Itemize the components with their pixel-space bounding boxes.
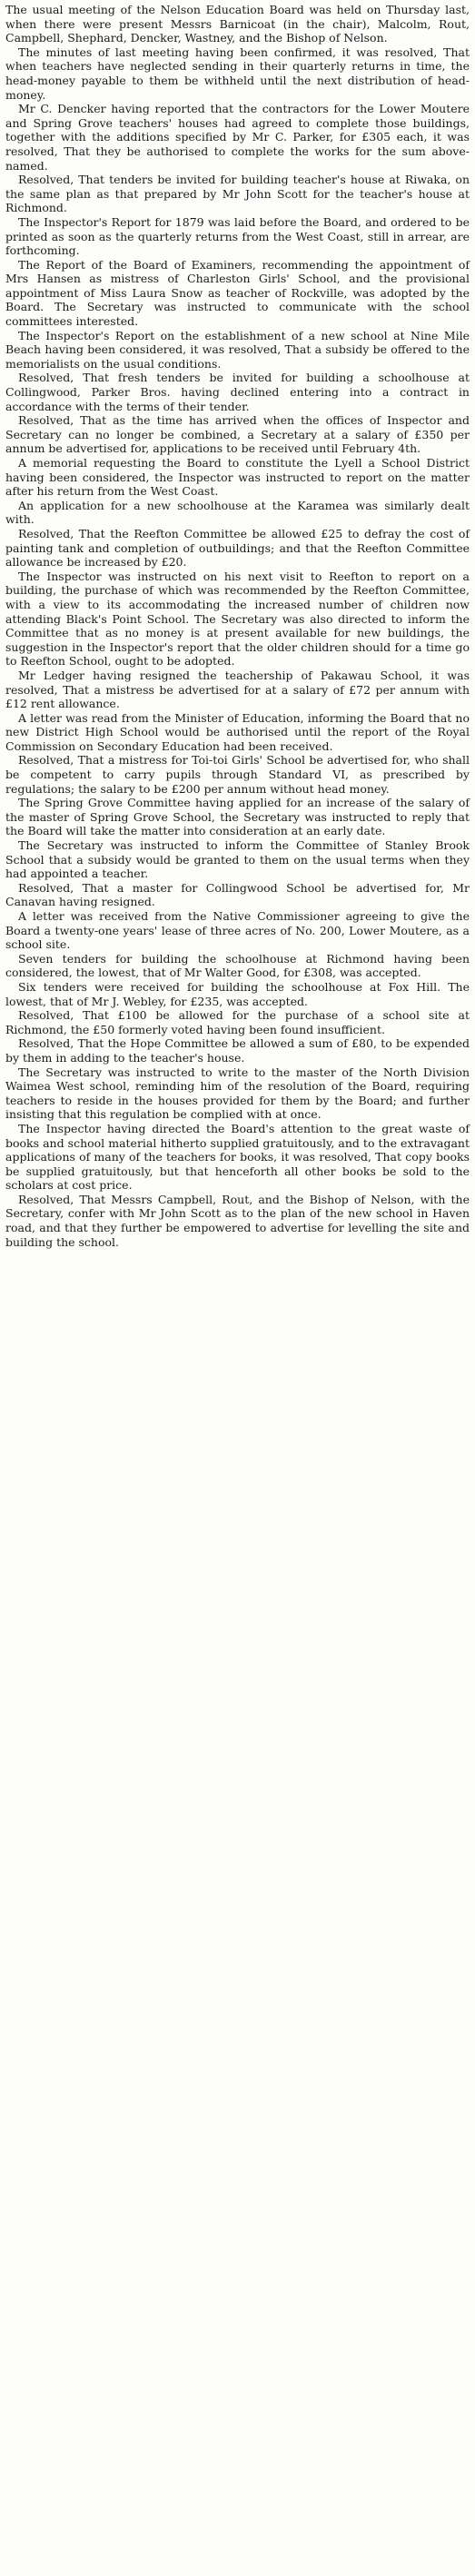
article-paragraph: The Inspector was instructed on his next visit to Reefton to report on a building, the purchase of which was recommended by the Reefton Committee, with a view to its accommodating the increased number of children now attending Black's Point School. The Secretary was also directed to inform the Committee that as no money is at present available for new buildings, the suggestion in the Inspector's report that the older children should for a time go to Reefton School, ought to be adopted. — [5, 569, 470, 669]
article-paragraph: The Spring Grove Committee having applied for an increase of the salary of the master of Spring Grove School, the Secretary was instructed to reply that the Board will take the matter into consideration at an early date. — [5, 796, 470, 838]
article-paragraph: The Inspector having directed the Board's attention to the great waste of books and school material hitherto supplied gratuitously, and to the extravagant applications of many of the teachers for books, it was resolved, That copy books be supplied gratuitously, but that henceforth all other books be sold to the scholars at cost price. — [5, 1121, 470, 1193]
article-paragraph: The Secretary was instructed to inform the Committee of Stanley Brook School that a subsidy would be granted to them on the usual terms when they had appointed a teacher. — [5, 838, 470, 881]
article-paragraph: Resolved, That a mistress for Toi-toi Girls' School be advertised for, who shall be competent to carry pupils through Standard VI, as prescribed by regulations; the salary to be £200 per annum without head money. — [5, 753, 470, 796]
article-paragraph: Resolved, That the Reefton Committee be allowed £25 to defray the cost of painting tank and completion of outbuildings; and that the Reefton Committee allowance be increased by £20. — [5, 526, 470, 570]
article-paragraph: An application for a new schoolhouse at the Karamea was similarly dealt with. — [5, 498, 470, 527]
article-paragraph: The minutes of last meeting having been confirmed, it was resolved, That when teachers have neglected sending in their quarterly returns in time, the head-money payable to them be withheld until the next distribution of head-money. — [5, 45, 470, 102]
article-paragraph: Resolved, That a master for Collingwood School be advertised for, Mr Canavan having resigned. — [5, 880, 470, 909]
article-paragraph: Resolved, That the Hope Committee be allowed a sum of £80, to be expended by them in adding to the teacher's house. — [5, 1036, 470, 1065]
article-paragraph: Six tenders were received for building the schoolhouse at Fox Hill. The lowest, that of Mr J. Webley, for £235, was accepted. — [5, 979, 470, 1008]
article-paragraph: Mr C. Dencker having reported that the contractors for the Lower Moutere and Spring Grove teachers' houses had agreed to complete those buildings, together with the additions specified by Mr C. Parker, for £305 each, it was resolved, That they be authorised to complete the works for the sum above-named. — [5, 102, 470, 173]
article-paragraph: Resolved, That £100 be allowed for the purchase of a school site at Richmond, the £50 formerly voted having been found insufficient. — [5, 1008, 470, 1036]
article-paragraph: A letter was read from the Minister of Education, informing the Board that no new District High School would be authorised until the report of the Royal Commission on Secondary Education had been received. — [5, 710, 470, 753]
article-paragraph: The Inspector's Report for 1879 was laid before the Board, and ordered to be printed as soon as the quarterly returns from the West Coast, still in arrear, are forthcoming. — [5, 214, 470, 258]
article-paragraph: Resolved, That tenders be invited for building teacher's house at Riwaka, on the same plan as that prepared by Mr John Scott for the teacher's house at Richmond. — [5, 173, 470, 215]
article-paragraph: Resolved, That fresh tenders be invited for building a schoolhouse at Collingwood, Parker Bros. having declined entering into a contract in accordance with the terms of their tender. — [5, 371, 470, 413]
article-paragraph: A memorial requesting the Board to constitute the Lyell a School District having been considered, the Inspector was instructed to report on the matter after his return from the West Coast. — [5, 456, 470, 499]
article-paragraph: Mr Ledger having resigned the teachership of Pakawau School, it was resolved, That a mistress be advertised for at a salary of £72 per annum with £12 rent allowance. — [5, 668, 470, 711]
article-paragraph: A letter was received from the Native Commissioner agreeing to give the Board a twenty-one years' lease of three acres of No. 200, Lower Moutere, as a school site. — [5, 909, 470, 952]
article-paragraph: Resolved, That Messrs Campbell, Rout, and the Bishop of Nelson, with the Secretary, confer with Mr John Scott as to the plan of the new school in Haven road, and that they further be empowered to advertise for levelling the site and building the school. — [5, 1192, 470, 1249]
article-paragraph: The Secretary was instructed to write to the master of the North Division Waimea West school, reminding him of the resolution of the Board, requiring teachers to reside in the houses provided for them by the Board; and further insisting that this regulation be complied with at once. — [5, 1065, 470, 1122]
article-paragraph: The usual meeting of the Nelson Education Board was held on Thursday last, when there were present Messrs Barnicoat (in the chair), Malcolm, Rout, Campbell, Shephard, Dencker, Wastney, and the Bishop of Nelson. — [5, 3, 470, 45]
article-paragraph: The Inspector's Report on the establishment of a new school at Nine Mile Beach having been considered, it was resolved, That a subsidy be offered to the memorialists on the usual conditions. — [5, 328, 470, 371]
article-paragraph: Resolved, That as the time has arrived when the offices of Inspector and Secretary can no longer be combined, a Secretary at a salary of £350 per annum be advertised for, applications to be received until February 4th. — [5, 413, 470, 456]
article-paragraph: The Report of the Board of Examiners, recommending the appointment of Mrs Hansen as mistress of Charleston Girls' School, and the provisional appointment of Miss Laura Snow as teacher of Rockville, was adopted by the Board. The Secretary was instructed to communicate with the school committees interested. — [5, 257, 470, 329]
article-paragraph: Seven tenders for building the schoolhouse at Richmond having been considered, the lowest, that of Mr Walter Good, for £308, was accepted. — [5, 951, 470, 980]
